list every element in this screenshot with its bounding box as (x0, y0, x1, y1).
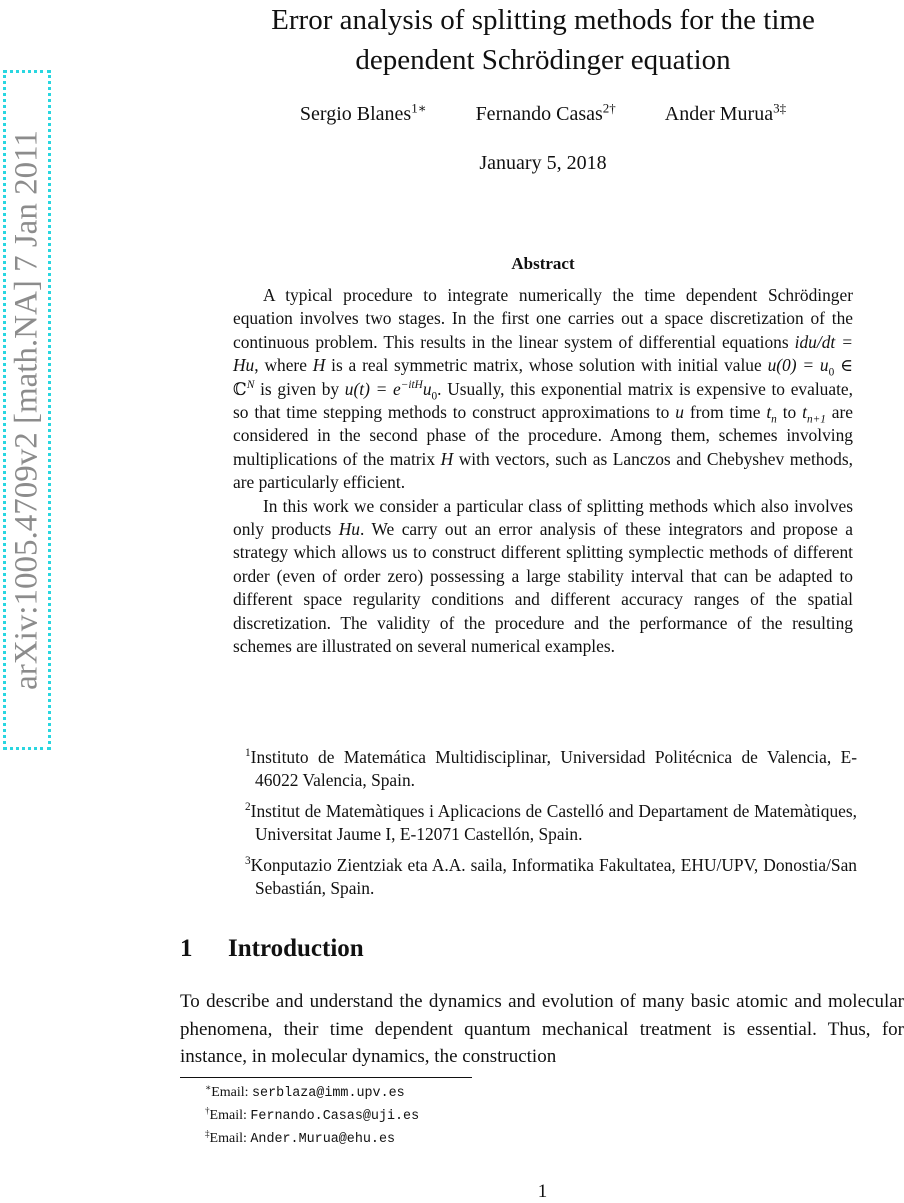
section-heading (180, 935, 364, 963)
affiliations (233, 746, 857, 907)
title-line-1: Error analysis of splitting methods for the time (271, 4, 815, 36)
footnote-2: †Email: Fernando.Casas@uji.es (205, 1105, 420, 1124)
email-link[interactable]: serblaza@imm.upv.es (252, 1086, 405, 1101)
footnote-3: ‡Email: Ander.Murua@ehu.es (205, 1128, 396, 1147)
email-link[interactable]: Fernando.Casas@uji.es (250, 1109, 420, 1124)
author-3: Ander Murua$^{3\ddagger}$ (664, 100, 787, 125)
affiliation-3: $^3$Konputazio Zientziak eta A.A. saila, Informatika Fakultatea, EHU/UPV, Donostia/San Sebastián, Spain. (245, 854, 857, 899)
page-number: 1 (537, 1181, 548, 1202)
author-list (180, 100, 904, 126)
author-2: Fernando Casas$^{2\dagger}$ (475, 100, 616, 125)
abstract-paragraph-1: A typical procedure to integrate numerically the time dependent Schrödinger equation involves two stages. In the first one carries out a space discretization of the continuous problem. This results in the linear system of differential equations idu/dt = Hu, where H is a real symmetric matrix, whose solution with initial value $u(0) = u_0$ ∈ ℂ$^N$ is given by $u(t) = e^{-itH}u_0$. Usually, this exponential matrix is expensive to evaluate, so that time stepping methods to construct approximations to u from time $t_n$ to $t_{n+1}$ are considered in the second phase of the procedure. Among them, schemes involving multiplications of the matrix H with vectors, such as Lanczos and Chebyshev methods, are particularly efficient. (233, 285, 854, 493)
paper-date: January 5, 2018 (479, 152, 607, 174)
section-number: 1 (180, 935, 193, 962)
footnotes (205, 1082, 419, 1151)
paper-title (180, 0, 904, 80)
abstract-heading: Abstract (511, 254, 575, 273)
abstract-body (233, 284, 853, 659)
affiliation-2: $^2$Institut de Matemàtiques i Aplicacions de Castelló and Departament de Matemàtiques, Universitat Jaume I, E-12071 Castellón, Spain. (245, 800, 857, 845)
abstract-paragraph-2: In this work we consider a particular class of splitting methods which also involves only products Hu. We carry out an error analysis of these integrators and propose a strategy which allows us to construct different splitting symplectic methods of different order (even of order zero) possessing a large stability interval that can be adapted to different space regularity conditions and different accuracy ranges of the spatial discretization. The validity of the procedure and the performance of the resulting schemes are illustrated on several numerical examples. (233, 495, 853, 657)
footnote-rule (180, 1077, 472, 1078)
arxiv-stamp (3, 70, 51, 750)
footnote-1: ∗Email: serblaza@imm.upv.es (205, 1082, 405, 1101)
section-title: Introduction (228, 935, 364, 962)
intro-paragraph: To describe and understand the dynamics and evolution of many basic atomic and molecular phenomena, their time dependent quantum mechanical treatment is essential. Thus, for instance, in molecular dynamics, the construction (180, 991, 904, 1067)
title-line-2: dependent Schrödinger equation (355, 44, 731, 76)
email-link[interactable]: Ander.Murua@ehu.es (250, 1132, 396, 1147)
arxiv-id: arXiv:1005.4709v2 [math.NA] 7 Jan 2011 (8, 130, 45, 690)
affiliation-1: $^1$Instituto de Matemática Multidisciplinar, Universidad Politécnica de Valencia, E-46022 Valencia, Spain. (245, 747, 857, 791)
author-1: Sergio Blanes$^{1∗}$ (299, 100, 427, 125)
